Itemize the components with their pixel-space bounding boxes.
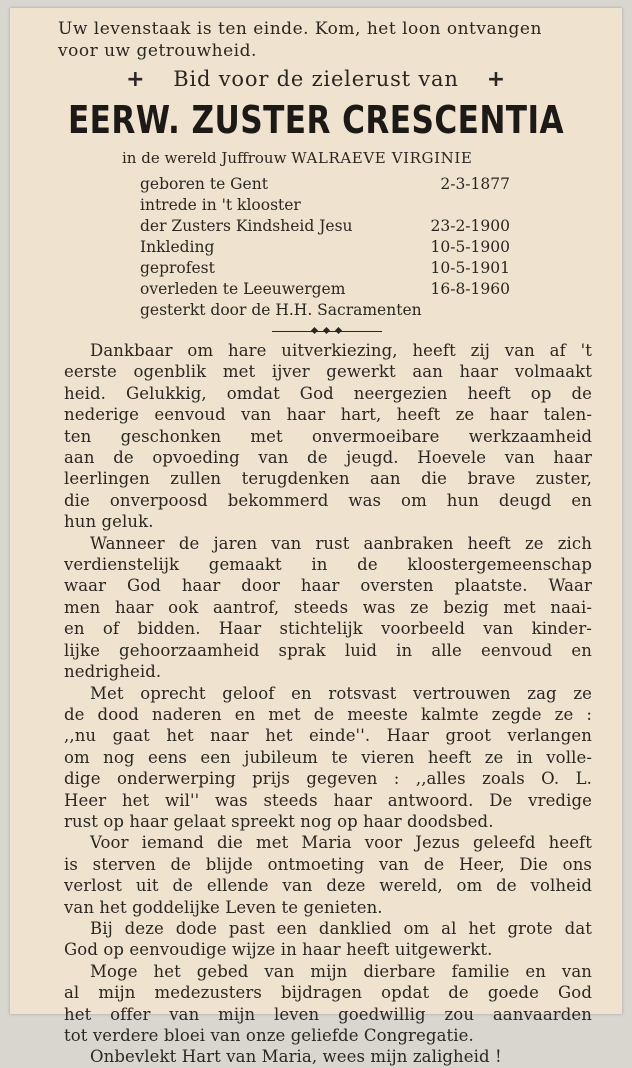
- date-value: 2-3-1877: [440, 175, 510, 193]
- text-line: dige onderwerping prijs gegeven : ,,alles zoals O. L.: [64, 769, 592, 789]
- text-line: om nog eens een jubileum te vieren heeft ze in volle-: [64, 747, 592, 767]
- life-dates: [140, 174, 510, 321]
- text-line: al mijn medezusters bijdragen opdat de goede God: [64, 983, 592, 1003]
- text-line: heid. Gelukkig, omdat God neergezien heeft op de: [64, 383, 592, 403]
- text-line: tot verdere bloei van onze geliefde Congregatie.: [64, 1026, 474, 1045]
- text-line: die onverpoosd bekommerd was om hun deugd en: [64, 490, 592, 510]
- date-label: overleden te Leeuwergem: [140, 280, 346, 298]
- text-line: nedrigheid.: [64, 662, 162, 682]
- text-line: verdienstelijk gemaakt in de kloostergemeenschap: [64, 555, 592, 575]
- text-line: en of bidden. Haar stichtelijk voorbeeld van kinder-: [64, 619, 592, 639]
- date-value: 10-5-1900: [430, 238, 510, 256]
- eulogy-text: [64, 340, 592, 1068]
- text-line: nederige eenvoud van haar hart, heeft ze haar talen-: [64, 405, 592, 425]
- date-value: 23-2-1900: [430, 217, 510, 235]
- motto: [58, 18, 598, 62]
- date-row: [140, 300, 510, 321]
- date-label: geprofest: [140, 259, 215, 277]
- text-line: Met oprecht geloof en rotsvast vertrouwen zag ze: [90, 683, 592, 703]
- world-name: [122, 148, 472, 168]
- date-row: [140, 195, 510, 216]
- world-name-prefix: in de wereld Juffrouw: [122, 149, 287, 167]
- text-line: Voor iemand die met Maria voor Jezus geleefd heeft: [90, 833, 592, 853]
- date-row: [140, 216, 510, 237]
- cross-icon: +: [486, 67, 506, 92]
- text-line: ten geschonken met onvermoeibare werkzaamheid: [64, 426, 592, 446]
- text-line: de dood naderen en met de meeste kalmte zegde ze :: [64, 704, 592, 724]
- date-label: geboren te Gent: [140, 175, 268, 193]
- text-line: aan de opvoeding van de jeugd. Hoevele van haar: [64, 448, 592, 468]
- cross-icon: +: [126, 67, 146, 92]
- text-line: Bij deze dode past een danklied om al het grote dat: [90, 918, 592, 938]
- prayer-text: Bid voor de zielerust van: [173, 67, 459, 91]
- text-line: ,,nu gaat het naar het einde''. Haar groot verlangen: [64, 726, 592, 746]
- deceased-name: EERW. ZUSTER CRESCENTIA: [67, 98, 565, 142]
- text-line: God op eenvoudige wijze in haar heeft uitgewerkt.: [64, 940, 493, 960]
- text-line: hun geluk.: [64, 512, 154, 532]
- text-line: men haar ook aantrof, steeds was ze bezig met naai-: [64, 597, 592, 617]
- text-line: eerste ogenblik met ijver gewerkt aan haar volmaakt: [64, 362, 592, 382]
- date-label: intrede in 't klooster: [140, 196, 301, 214]
- text-line: waar God haar door haar oversten plaatste. Waar: [64, 576, 592, 596]
- text-line: leerlingen zullen terugdenken aan die brave zuster,: [64, 469, 592, 489]
- text-line: Onbevlekt Hart van Maria, wees mijn zaligheid !: [90, 1047, 502, 1067]
- text-line: Dankbaar om hare uitverkiezing, heeft zij van af 't: [90, 341, 592, 360]
- text-line: het offer van mijn leven goedwillig zou aanvaarden: [64, 1004, 592, 1024]
- text-line: verlost uit de ellende van deze wereld, om de volheid: [64, 876, 592, 896]
- prayer-line: [10, 66, 622, 93]
- text-line: Wanneer de jaren van rust aanbraken heeft ze zich: [90, 533, 592, 553]
- memorial-card: [10, 8, 622, 1067]
- date-label: gesterkt door de H.H. Sacramenten: [140, 301, 422, 319]
- ornament-divider: [272, 328, 382, 334]
- motto-line-1: Uw levenstaak is ten einde. Kom, het loon ontvangen: [58, 19, 542, 39]
- text-line: is sterven de blijde ontmoeting van de Heer, Die ons: [64, 854, 592, 874]
- motto-line-2: voor uw getrouwheid.: [58, 41, 257, 61]
- text-line: van het goddelijke Leven te genieten.: [64, 897, 383, 917]
- date-value: 16-8-1960: [430, 280, 510, 298]
- date-row: [140, 237, 510, 258]
- date-label: der Zusters Kindsheid Jesu: [140, 217, 353, 235]
- text-line: Heer het wil'' was steeds haar antwoord. De vredige: [64, 790, 592, 810]
- text-line: lijke gehoorzaamheid sprak luid in alle eenvoud en: [64, 640, 592, 660]
- date-row: [140, 174, 510, 195]
- date-row: [140, 279, 510, 300]
- world-name-value: WALRAEVE VIRGINIE: [291, 149, 473, 167]
- date-label: Inkleding: [140, 238, 215, 256]
- date-row: [140, 258, 510, 279]
- text-line: rust op haar gelaat spreekt nog op haar doodsbed.: [64, 811, 494, 831]
- date-value: 10-5-1901: [430, 259, 510, 277]
- text-line: Moge het gebed van mijn dierbare familie en van: [90, 961, 592, 981]
